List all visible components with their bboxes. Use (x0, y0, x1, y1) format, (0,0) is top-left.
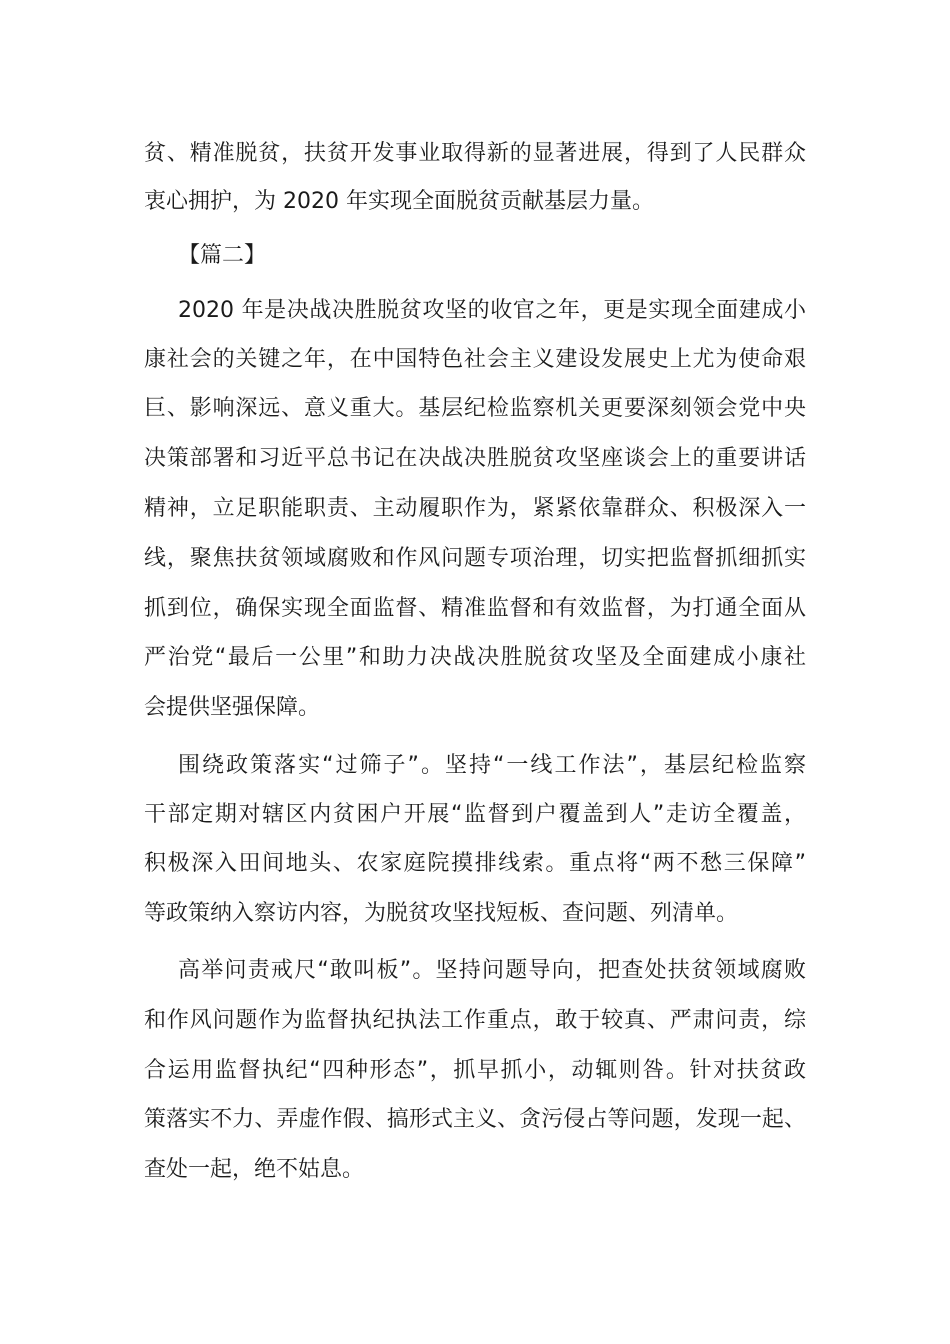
text-line: 合运用监督执纪“四种形态”，抓早抓小，动辄则咎。针对扶贫政 (144, 1058, 806, 1083)
text-line: 决策部署和习近平总书记在决战决胜脱贫攻坚座谈会上的重要讲话 (144, 446, 806, 471)
text-line: 严治党“最后一公里”和助力决战决胜脱贫攻坚及全面建成小康社 (144, 645, 806, 670)
section-heading: 【篇二】 (178, 243, 267, 268)
text-line: 查处一起，绝不姑息。 (144, 1157, 365, 1182)
text-line: 抓到位，确保实现全面监督、精准监督和有效监督，为打通全面从 (144, 596, 806, 621)
text-line: 围绕政策落实“过筛子”。坚持“一线工作法”，基层纪检监察 (178, 753, 806, 778)
text-line: 巨、影响深远、意义重大。基层纪检监察机关更要深刻领会党中央 (144, 396, 806, 421)
text-line: 积极深入田间地头、农家庭院摸排线索。重点将“两不愁三保障” (144, 851, 806, 876)
text-line: 高举问责戒尺“敢叫板”。坚持问题导向，把查处扶贫领域腐败 (178, 958, 806, 983)
text-line: 会提供坚强保障。 (144, 695, 321, 720)
text-line: 贫、精准脱贫，扶贫开发事业取得新的显著进展，得到了人民群众 (144, 141, 806, 166)
text-line: 干部定期对辖区内贫困户开展“监督到户覆盖到人”走访全覆盖， (144, 802, 806, 827)
text-line: 康社会的关键之年，在中国特色社会主义建设发展史上尤为使命艰 (144, 347, 806, 372)
text-line: 2020 年是决战决胜脱贫攻坚的收官之年，更是实现全面建成小 (178, 298, 806, 323)
text-line: 衷心拥护，为 2020 年实现全面脱贫贡献基层力量。 (144, 189, 654, 214)
text-line: 线，聚焦扶贫领域腐败和作风问题专项治理，切实把监督抓细抓实 (144, 546, 806, 571)
text-line: 和作风问题作为监督执纪执法工作重点，敢于较真、严肃问责，综 (144, 1008, 806, 1033)
text-line: 策落实不力、弄虚作假、搞形式主义、贪污侵占等问题，发现一起、 (144, 1107, 806, 1132)
text-line: 等政策纳入察访内容，为脱贫攻坚找短板、查问题、列清单。 (144, 901, 739, 926)
text-line: 精神，立足职能职责、主动履职作为，紧紧依靠群众、积极深入一 (144, 496, 806, 521)
